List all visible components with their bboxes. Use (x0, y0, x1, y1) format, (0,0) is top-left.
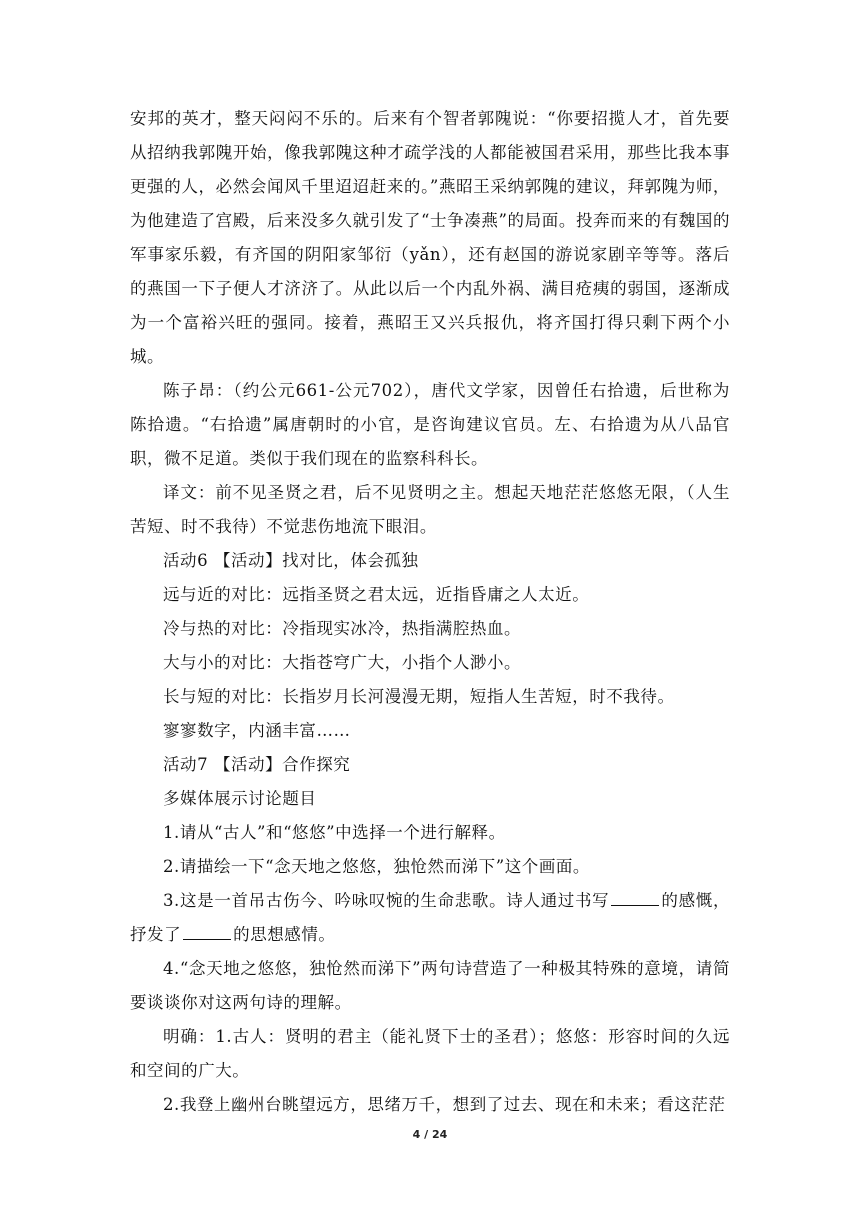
activity-6-heading: 活动6 【活动】找对比，体会孤独 (163, 551, 419, 570)
question-2: 2.请描绘一下“念天地之悠悠，独怆然而涕下”这个画面。 (163, 857, 590, 876)
discussion-intro: 多媒体展示讨论题目 (163, 789, 317, 808)
activity-7-heading: 活动7 【活动】合作探究 (163, 755, 351, 774)
question-1: 1.请从“古人”和“悠悠”中选择一个进行解释。 (163, 823, 506, 842)
contrast-long-short: 长与短的对比：长指岁月长河漫漫无期，短指人生苦短，时不我待。 (163, 687, 675, 706)
fill-blank-2 (183, 921, 231, 940)
fill-blank-1 (611, 887, 659, 906)
question-3-part-3: 的思想感情。 (233, 925, 336, 944)
paragraph-story-continuation: 安邦的英才，整天闷闷不乐的。后来有个智者郭隗说：“你要招揽人才，首先要从招纳我郭隗开始，像我郭隗这种才疏学浅的人都能被国君采用，那些比我本事更强的人，必然会闻风千里迢迢赶来的。”燕昭王采纳郭隗的建议，拜郭隗为师，为他建造了宫殿，后来没多久就引发了“士争凑燕”的局面。投奔而来的有魏国的军事家乐毅，有齐国的阴阳家邹衍（yǎn），还有赵国的游说家剧辛等等。落后的燕国一下子便人才济济了。从此以后一个内乱外祸、满目疮痍的弱国，逐渐成为一个富裕兴旺的强同。接着，燕昭王又兴兵报仇，将齐国打得只剩下两个小城。 (130, 109, 730, 366)
summary-line: 寥寥数字，内涵丰富…… (163, 721, 351, 740)
question-3 (130, 884, 730, 952)
page-number: 4 / 24 (412, 1128, 448, 1141)
paragraph-translation: 译文：前不见圣贤之君，后不见贤明之主。想起天地茫茫悠悠无限，（人生苦短、时不我待）不觉悲伤地流下眼泪。 (130, 483, 730, 536)
paragraph-chen-ziang-bio: 陈子昂：（约公元661-公元702），唐代文学家，因曾任右拾遗，后世称为陈拾遗。“右拾遗”属唐朝时的小官，是咨询建议官员。左、右拾遗为从八品官职，微不足道。类似于我们现在的监察科科长。 (130, 381, 730, 468)
answer-2: 2.我登上幽州台眺望远方，思绪万千，想到了过去、现在和未来；看这茫茫 (163, 1095, 726, 1114)
answer-1: 明确：1.古人：贤明的君主（能礼贤下士的圣君）；悠悠：形容时间的久远和空间的广大。 (130, 1027, 730, 1080)
question-3-part-2: 的感慨，抒发了 (130, 891, 731, 944)
page-content (130, 102, 730, 1122)
contrast-cold-hot: 冷与热的对比：冷指现实冰冷，热指满腔热血。 (163, 619, 522, 638)
question-4: 4.“念天地之悠悠，独怆然而涕下”两句诗营造了一种极其特殊的意境，请简要谈谈你对这两句诗的理解。 (130, 959, 730, 1012)
contrast-big-small: 大与小的对比：大指苍穹广大，小指个人渺小。 (163, 653, 522, 672)
question-3-part-1: 3.这是一首吊古伤今、吟咏叹惋的生命悲歌。诗人通过书写 (163, 891, 610, 910)
contrast-far-near: 远与近的对比：远指圣贤之君太远，近指昏庸之人太近。 (163, 585, 590, 604)
